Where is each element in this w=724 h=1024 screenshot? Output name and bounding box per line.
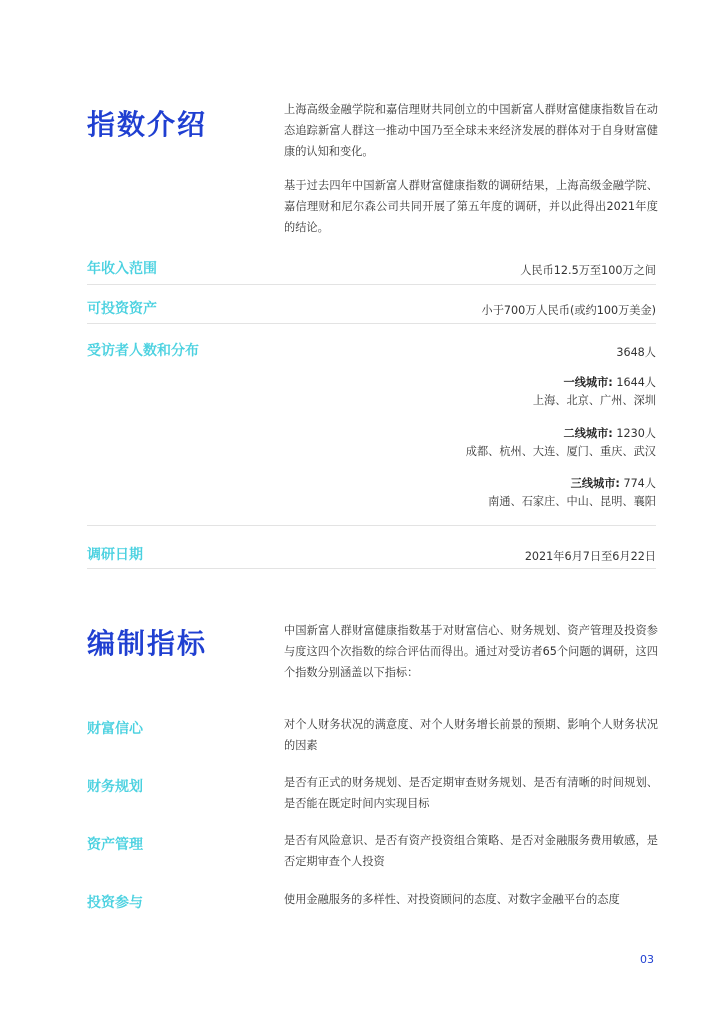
respondents-label: 受访者人数和分布 — [87, 343, 199, 359]
page-number: 03 — [640, 953, 654, 966]
intro-paragraph-2: 基于过去四年中国新富人群财富健康指数的调研结果，上海高级金融学院、嘉信理财和尼尔森公司共同开展了第五年度的调研，并以此得出2021年度的结论。 — [284, 179, 658, 234]
indicator-label: 财务规划 — [87, 779, 143, 795]
intro-paragraph-1: 上海高级金融学院和嘉信理财共同创立的中国新富人群财富健康指数旨在动态追踪新富人群这一推动中国乃至全球未来经济发展的群体对于自身财富健康的认知和变化。 — [284, 103, 658, 158]
respondents-value: 3648人 — [616, 346, 656, 359]
indicator-label: 投资参与 — [87, 895, 143, 911]
indicator-description: 对个人财务状况的满意度、对个人财务增长前景的预期、影响个人财务状况的因素 — [284, 718, 658, 752]
compile-paragraph: 中国新富人群财富健康指数基于对财富信心、财务规划、资产管理及投资参与度这四个次指数的综合评估而得出。通过对受访者65个问题的调研，这四个指数分别涵盖以下指标： — [284, 624, 658, 679]
divider — [87, 525, 656, 526]
indicator-description: 是否有正式的财务规划、是否定期审查财务规划、是否有清晰的时间规划、是否能在既定时间内实现目标 — [284, 776, 658, 810]
indicator-description: 使用金融服务的多样性、对投资顾问的态度、对数字金融平台的态度 — [284, 893, 620, 906]
tier1-name: 一线城市: — [563, 376, 613, 389]
date-value: 2021年6月7日至6月22日 — [524, 550, 656, 563]
assets-value: 小于700万人民币(或约100万美金) — [481, 304, 656, 317]
income-label: 年收入范围 — [87, 261, 157, 277]
compile-title: 编制指标 — [87, 627, 208, 660]
income-value: 人民币12.5万至100万之间 — [520, 264, 656, 277]
tier3-count: 774人 — [619, 477, 656, 490]
tier3-name: 三线城市: — [570, 477, 620, 490]
tier3-cities: 南通、石家庄、中山、昆明、襄阳 — [488, 495, 656, 508]
tier3-city-count — [571, 475, 656, 491]
date-label: 调研日期 — [87, 547, 143, 563]
indicator-label: 资产管理 — [87, 837, 143, 853]
indicator-label: 财富信心 — [87, 721, 143, 737]
intro-title: 指数介绍 — [87, 108, 208, 141]
assets-label: 可投资资产 — [87, 301, 157, 317]
tier1-city-count — [564, 374, 656, 390]
tier2-city-count — [564, 425, 656, 441]
divider — [87, 284, 656, 285]
divider — [87, 568, 656, 569]
tier2-cities: 成都、杭州、大连、厦门、重庆、武汉 — [465, 445, 656, 458]
tier1-count: 1644人 — [612, 376, 656, 389]
tier1-cities: 上海、北京、广州、深圳 — [532, 394, 656, 407]
divider — [87, 323, 656, 324]
tier2-count: 1230人 — [612, 427, 656, 440]
indicator-description: 是否有风险意识、是否有资产投资组合策略、是否对金融服务费用敏感，是否定期审查个人投资 — [284, 834, 658, 868]
tier2-name: 二线城市: — [563, 427, 613, 440]
